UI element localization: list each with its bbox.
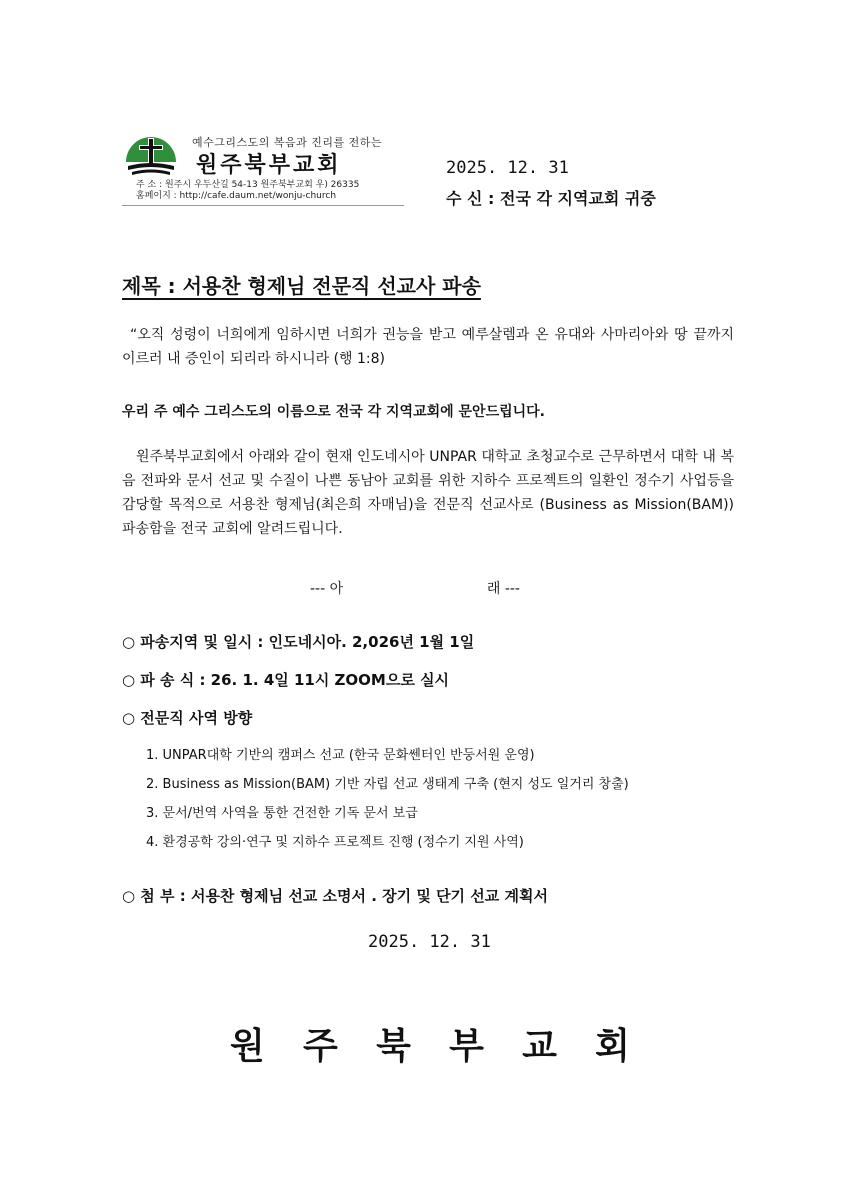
signature-char: 교 xyxy=(522,1025,557,1067)
letterhead-tagline: 예수그리스도의 복음과 진리를 전하는 xyxy=(192,136,383,149)
separator-right: 래 --- xyxy=(486,581,520,597)
list-item: 4. 환경공학 강의·연구 및 지하수 프로젝트 진행 (정수기 지원 사역) xyxy=(146,835,524,850)
signature-char: 북 xyxy=(376,1025,411,1067)
letterhead-homepage: 홈페이지 : http://cafe.daum.net/wonju-church xyxy=(136,191,337,201)
church-emblem-icon xyxy=(122,132,180,176)
signature-char: 부 xyxy=(449,1025,484,1067)
church-signature xyxy=(230,1018,630,1069)
dispatch-place-item: ○ 파송지역 및 일시 : 인도네시아. 2,026년 1월 1일 xyxy=(122,633,475,651)
document-title: 제목 : 서용찬 형제님 전문직 선교사 파송 xyxy=(122,274,481,298)
list-item: 3. 문서/번역 사역을 통한 건전한 기독 문서 보급 xyxy=(146,806,418,821)
letterhead-church-name: 원주북부교회 xyxy=(196,153,342,178)
letterhead-address: 주 소 : 원주시 우두산길 54-13 원주북부교회 우) 26335 xyxy=(136,180,360,190)
list-item: 2. Business as Mission(BAM) 기반 자립 선교 생태계 구축 (현지 성도 일거리 창출) xyxy=(146,777,629,792)
header-recipient: 수 신 : 전국 각 지역교회 귀중 xyxy=(446,189,656,208)
signature-char: 주 xyxy=(303,1025,338,1067)
letterhead-divider xyxy=(122,205,404,206)
ministry-direction-list xyxy=(146,741,629,857)
dispatch-ceremony-item: ○ 파 송 식 : 26. 1. 4일 11시 ZOOM으로 실시 xyxy=(122,671,450,689)
ministry-direction-heading: ○ 전문직 사역 방향 xyxy=(122,709,253,727)
scripture-quote: “오직 성령이 너희에게 임하시면 너희가 권능을 받고 예루살렘과 온 유대와 사마리아와 땅 끝까지 이르러 내 증인이 되리라 하시니라 (행 1:8) xyxy=(122,327,734,367)
footer-date: 2025. 12. 31 xyxy=(368,932,491,952)
greeting-paragraph: 우리 주 예수 그리스도의 이름으로 전국 각 지역교회에 문안드립니다. xyxy=(122,404,545,420)
attachment-item: ○ 첨 부 : 서용찬 형제님 선교 소명서 . 장기 및 단기 선교 계획서 xyxy=(122,887,548,905)
church-letterhead-logo xyxy=(122,128,404,208)
list-item: 1. UNPAR대학 기반의 캠퍼스 선교 (한국 문화쎈터인 반둥서원 운영) xyxy=(146,748,535,763)
separator-left: --- 아 xyxy=(310,581,344,597)
signature-char: 원 xyxy=(230,1025,265,1067)
header-date: 2025. 12. 31 xyxy=(446,158,569,178)
signature-char: 회 xyxy=(595,1025,630,1067)
section-separator xyxy=(310,578,520,598)
notice-paragraph: 원주북부교회에서 아래와 같이 현재 인도네시아 UNPAR 대학교 초청교수로 근무하면서 대학 내 복음 전파와 문서 선교 및 수질이 나쁜 동남아 교회를 위한 지하수 프로젝트의 일환인 정수기 사업등을 감당할 목적으로 서용찬 형제님(최은희 자매님)을 전문직 선교사로 (Business as Mission(BAM)) 파송함을 전국 교회에 알려드립니다. xyxy=(122,449,734,537)
